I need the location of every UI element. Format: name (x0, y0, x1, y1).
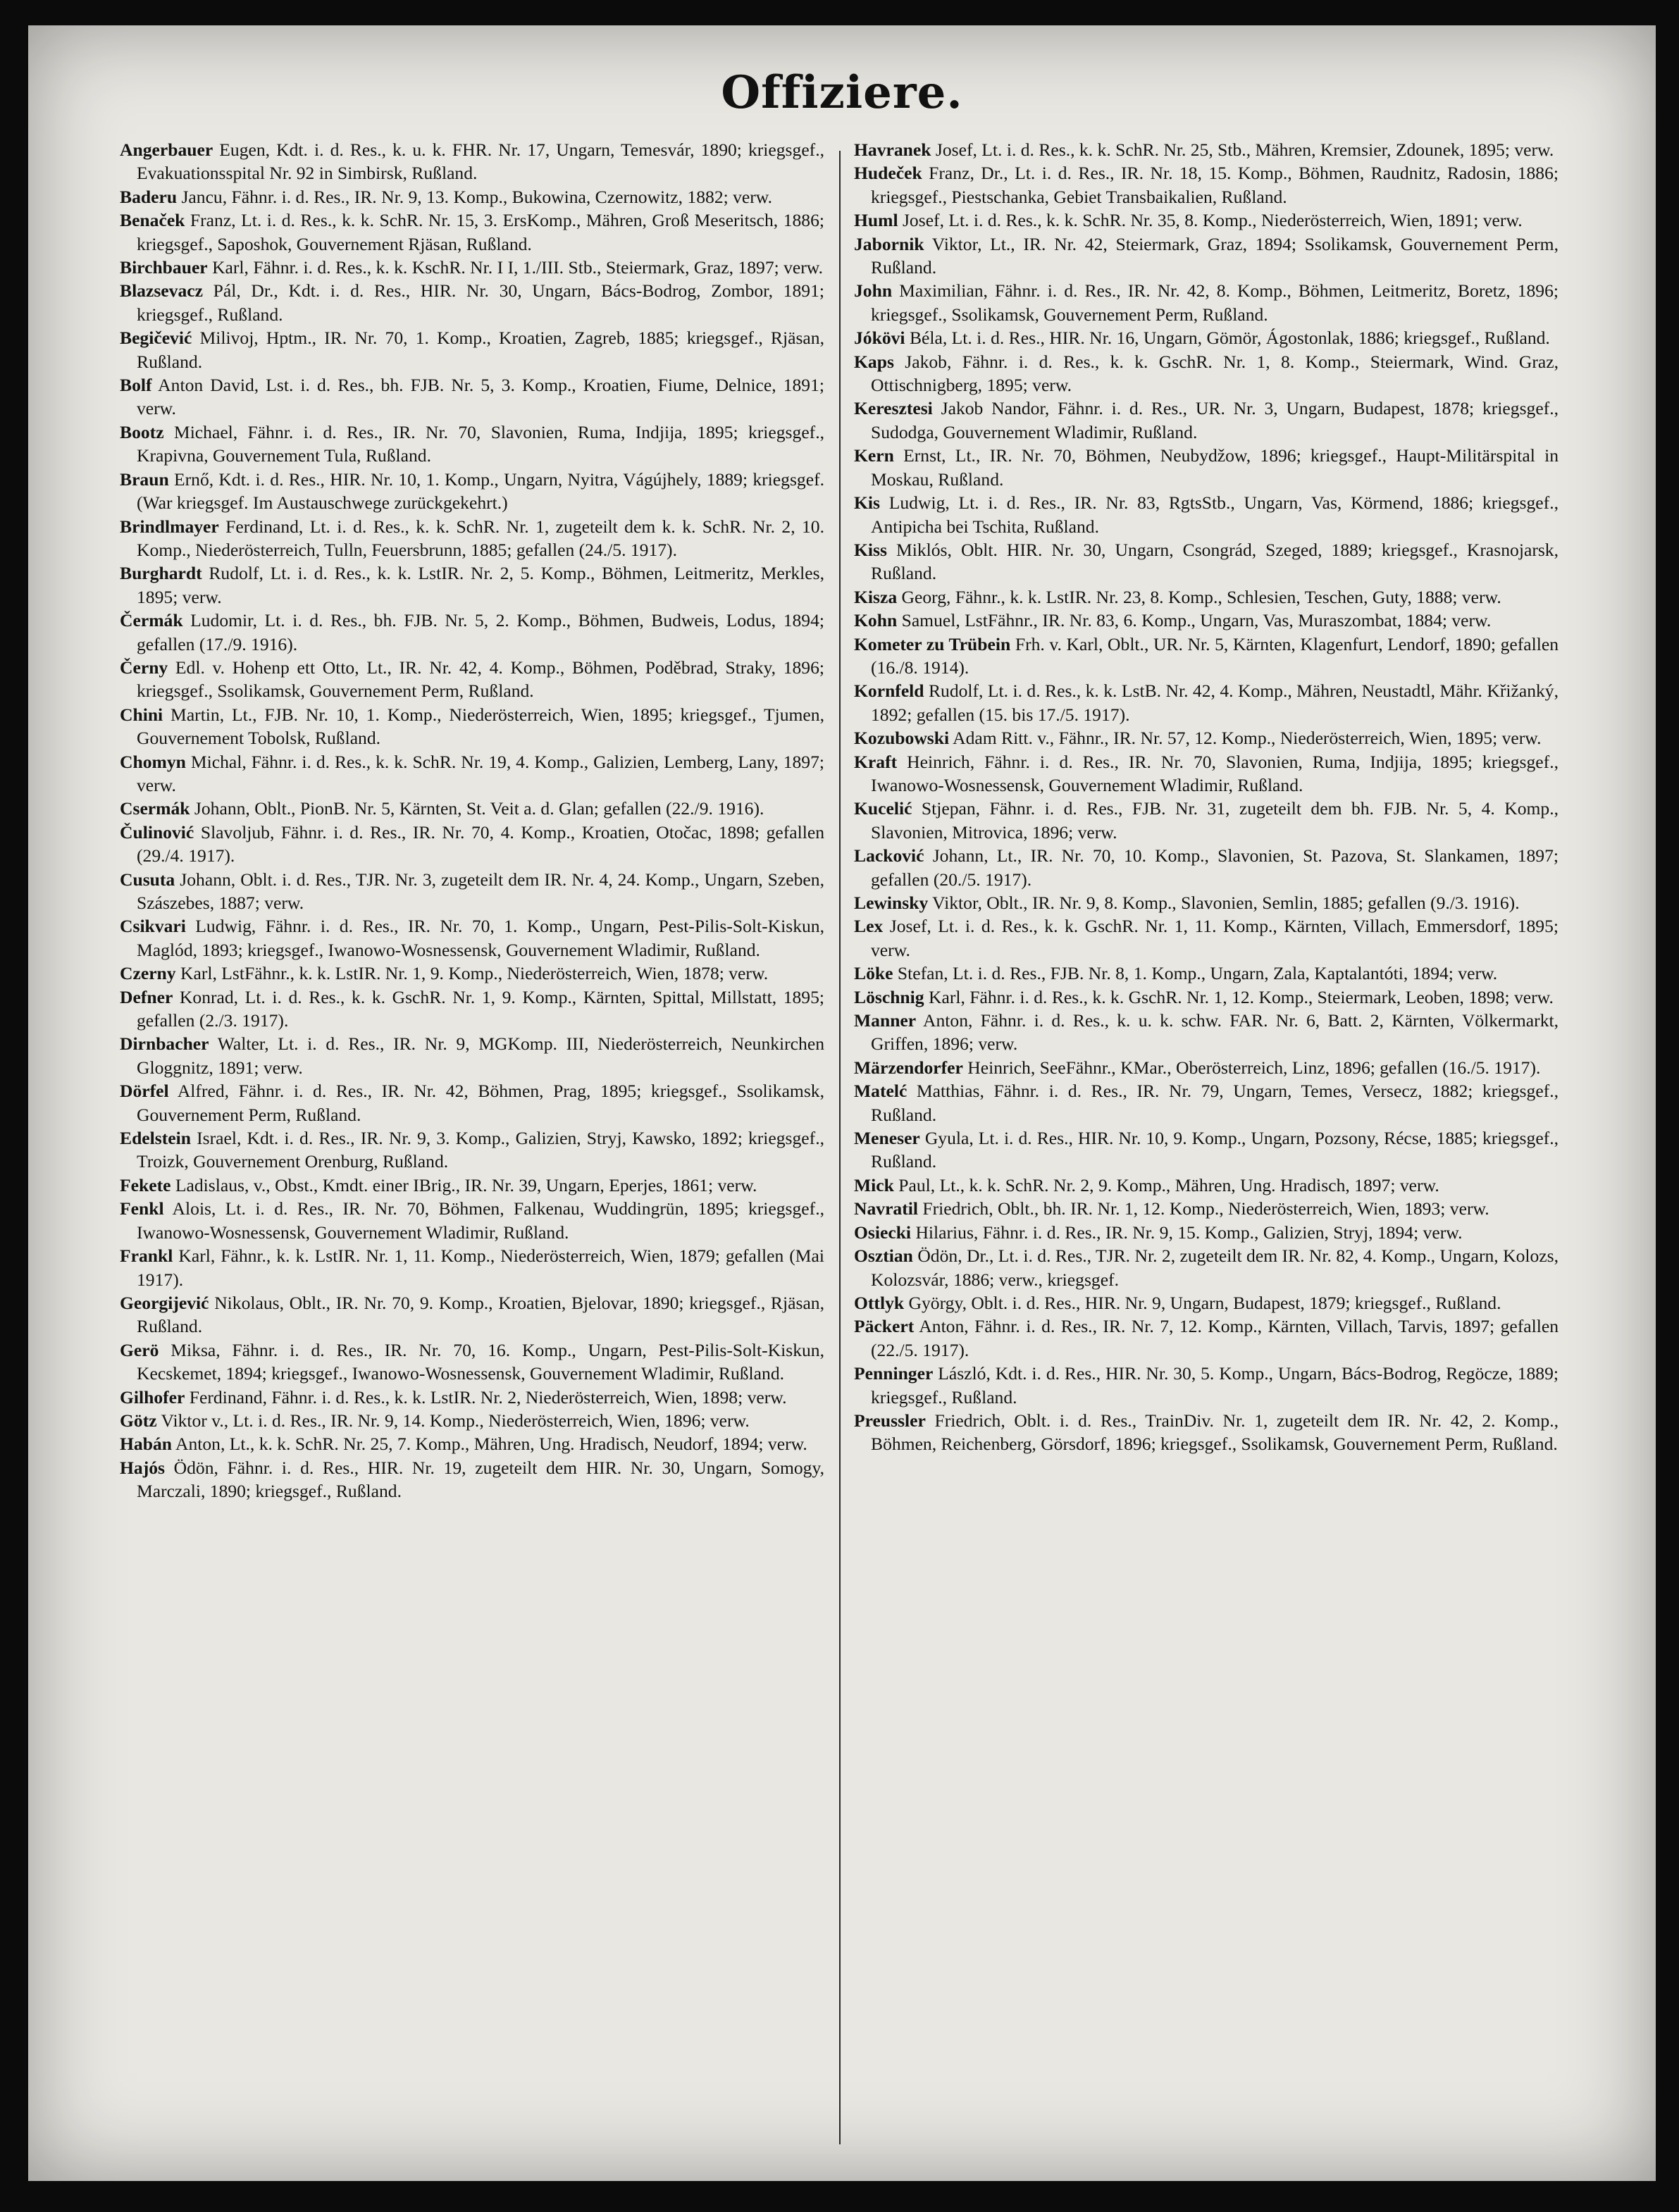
officer-surname: Dirnbacher (120, 1033, 209, 1055)
officer-entry (120, 656, 824, 703)
officer-entry (120, 515, 824, 562)
officer-surname: Begičević (120, 328, 192, 349)
officer-surname: Keresztesi (854, 398, 933, 419)
officer-details: Rudolf, Lt. i. d. Res., k. k. LstIR. Nr. 2, 5. Komp., Böhmen, Leitmeritz, Merkles, 1895; verw. (137, 563, 824, 607)
officer-entry (120, 1244, 824, 1291)
officer-entry (854, 1009, 1559, 1056)
officer-details: Viktor, Lt., IR. Nr. 42, Steiermark, Graz, 1894; Ssolikamsk, Gouvernement Perm, Rußland. (871, 233, 1559, 278)
officer-entry (120, 609, 824, 656)
officer-surname: Lex (854, 916, 884, 937)
officer-surname: Edelstein (120, 1128, 191, 1149)
officer-details: Josef, Lt. i. d. Res., k. k. SchR. Nr. 25, Stb., Mähren, Kremsier, Zdounek, 1895; verw. (931, 139, 1554, 160)
officer-surname: Havranek (854, 139, 931, 160)
officer-surname: Märzendorfer (854, 1057, 963, 1078)
officer-entry (854, 1056, 1559, 1079)
officer-entry (854, 585, 1559, 609)
officer-entry (854, 609, 1559, 632)
officer-entry (120, 561, 824, 609)
officer-entry (854, 750, 1559, 797)
officer-details: Franz, Lt. i. d. Res., k. k. SchR. Nr. 15, 3. ErsKomp., Mähren, Groß Meseritsch, 1886; kriegsgef., Saposhok, Gouvernement Rjäsan, Rußland. (137, 210, 824, 254)
officer-entry (854, 138, 1559, 161)
officer-surname: Huml (854, 210, 898, 231)
officer-surname: Brindlmayer (120, 516, 219, 537)
officer-details: Josef, Lt. i. d. Res., k. k. SchR. Nr. 35, 8. Komp., Niederösterreich, Wien, 1891; verw. (898, 210, 1523, 231)
officer-surname: Kometer zu Trübein (854, 633, 1011, 654)
officer-entry (854, 279, 1559, 326)
officer-details: Michael, Fähnr. i. d. Res., IR. Nr. 70, Slavonien, Ruma, Indjija, 1895; kriegsgef., Krapivna, Gouvernement Tula, Rußland. (137, 421, 824, 466)
officer-surname: Habán (120, 1434, 172, 1455)
officer-details: Josef, Lt. i. d. Res., k. k. GschR. Nr. 1, 11. Komp., Kärnten, Villach, Emmersdorf, 1895; verw. (871, 916, 1559, 960)
officer-entry (120, 1174, 824, 1197)
officer-details: Adam Ritt. v., Fähnr., IR. Nr. 57, 12. Komp., Niederösterreich, Wien, 1895; verw. (949, 728, 1542, 749)
officer-surname: Angerbauer (120, 139, 213, 160)
register-page (28, 25, 1656, 2181)
officer-details: Franz, Dr., Lt. i. d. Res., IR. Nr. 18, 15. Komp., Böhmen, Raudnitz, Radosin, 1886; kriegsgef., Piestschanka, Gebiet Transbaikalien, Rußland. (871, 163, 1559, 207)
officer-surname: Burghardt (120, 563, 202, 584)
officer-entry (854, 232, 1559, 280)
officer-details: Viktor v., Lt. i. d. Res., IR. Nr. 9, 14. Komp., Niederösterreich, Wien, 1896; verw. (156, 1410, 750, 1431)
officer-details: Hilarius, Fähnr. i. d. Res., IR. Nr. 9, 15. Komp., Galizien, Stryj, 1894; verw. (911, 1222, 1463, 1243)
officer-surname: Čermák (120, 610, 183, 631)
officer-surname: Benaček (120, 210, 185, 231)
officer-details: Ferdinand, Fähnr. i. d. Res., k. k. LstIR. Nr. 2, Niederösterreich, Wien, 1898; verw. (185, 1386, 787, 1408)
officer-entry (854, 350, 1559, 397)
officer-entry (854, 397, 1559, 444)
officer-details: Gyula, Lt. i. d. Res., HIR. Nr. 10, 9. Komp., Ungarn, Pozsony, Récse, 1885; kriegsgef., Rußland. (871, 1128, 1559, 1172)
officer-surname: Birchbauer (120, 257, 208, 278)
officer-entry (120, 279, 824, 326)
officer-surname: Chini (120, 704, 163, 725)
officer-surname: Fekete (120, 1174, 171, 1195)
officer-entry (854, 962, 1559, 985)
officer-surname: Frankl (120, 1245, 173, 1267)
officer-entry (854, 491, 1559, 538)
officer-details: Ödön, Fähnr. i. d. Res., HIR. Nr. 19, zugeteilt dem HIR. Nr. 30, Ungarn, Somogy, Marczali, 1890; kriegsgef., Rußland. (137, 1457, 824, 1502)
officer-entry (854, 1409, 1559, 1456)
officer-entry (854, 726, 1559, 750)
officer-entry (854, 1174, 1559, 1197)
officer-surname: Hudeček (854, 163, 922, 184)
officer-details: Johann, Lt., IR. Nr. 70, 10. Komp., Slavonien, St. Pazova, St. Slankamen, 1897; gefallen (20./5. 1917). (871, 845, 1559, 890)
officer-details: Jakob, Fähnr. i. d. Res., k. k. GschR. Nr. 1, 8. Komp., Steiermark, Wind. Graz, Ottischnigberg, 1895; verw. (871, 351, 1559, 396)
officer-surname: Päckert (854, 1316, 915, 1337)
officer-surname: Kucelić (854, 798, 912, 819)
officer-surname: Baderu (120, 186, 178, 207)
officer-surname: Kiss (854, 539, 887, 560)
officer-entry (120, 750, 824, 797)
officer-surname: Chomyn (120, 751, 186, 772)
officer-details: Paul, Lt., k. k. SchR. Nr. 2, 9. Komp., Mähren, Ung. Hradisch, 1897; verw. (893, 1174, 1439, 1195)
officer-entry (120, 821, 824, 868)
officer-surname: Kern (854, 445, 894, 466)
officer-surname: Penninger (854, 1363, 934, 1384)
officer-entry (854, 1221, 1559, 1244)
officer-surname: Lewinsky (854, 893, 929, 913)
officer-entry (120, 256, 824, 279)
officer-details: Heinrich, Fähnr. i. d. Res., IR. Nr. 70, Slavonien, Ruma, Indjija, 1895; kriegsgef., Iwanowo-Wosnessensk, Gouvernement Wladimir, Rußland. (871, 751, 1559, 795)
officer-details: Samuel, LstFähnr., IR. Nr. 83, 6. Komp., Ungarn, Vas, Muraszombat, 1884; verw. (897, 610, 1492, 631)
officer-surname: Götz (120, 1410, 157, 1431)
officer-entry (120, 1291, 824, 1338)
officer-surname: Löke (854, 963, 893, 984)
officer-surname: Matelć (854, 1081, 907, 1102)
page-title: Offiziere. (721, 66, 963, 119)
officer-details: Johann, Oblt. i. d. Res., TJR. Nr. 3, zugeteilt dem IR. Nr. 4, 24. Komp., Ungarn, Szeben, Szászebes, 1887; verw. (137, 869, 824, 913)
officer-details: Béla, Lt. i. d. Res., HIR. Nr. 16, Ungarn, Gömör, Ágostonlak, 1886; kriegsgef., Rußland. (905, 328, 1550, 349)
officer-surname: Braun (120, 468, 169, 490)
officer-entry (120, 868, 824, 915)
officer-details: Nikolaus, Oblt., IR. Nr. 70, 9. Komp., Kroatien, Bjelovar, 1890; kriegsgef., Rjäsan, Rußland. (137, 1292, 824, 1337)
officer-entry (120, 1126, 824, 1174)
officer-details: Anton, Fähnr. i. d. Res., IR. Nr. 7, 12. Komp., Kärnten, Villach, Tarvis, 1897; gefallen (22./5. 1917). (871, 1316, 1559, 1360)
left-column (120, 138, 824, 2167)
officer-details: Jakob Nandor, Fähnr. i. d. Res., UR. Nr. 3, Ungarn, Budapest, 1878; kriegsgef., Sudodga, Gouvernement Wladimir, Rußland. (871, 398, 1559, 442)
officer-details: Anton David, Lst. i. d. Res., bh. FJB. Nr. 5, 3. Komp., Kroatien, Fiume, Delnice, 1891; verw. (137, 375, 824, 419)
officer-surname: Navratil (854, 1198, 918, 1219)
officer-details: Friedrich, Oblt., bh. IR. Nr. 1, 12. Komp., Niederösterreich, Wien, 1893; verw. (917, 1198, 1489, 1219)
officer-entry (120, 138, 824, 185)
officer-entry (120, 1409, 824, 1432)
officer-surname: Preussler (854, 1410, 926, 1431)
officer-surname: Kisza (854, 586, 898, 607)
officer-details: Michal, Fähnr. i. d. Res., k. k. SchR. Nr. 19, 4. Komp., Galizien, Lemberg, Lany, 1897; verw. (137, 751, 824, 795)
officer-entry (120, 326, 824, 373)
officer-details: Ernst, Lt., IR. Nr. 70, Böhmen, Neubydžow, 1896; kriegsgef., Haupt-Militärspital in Moskau, Rußland. (871, 445, 1559, 490)
officer-entry (854, 797, 1559, 844)
officer-surname: Defner (120, 986, 173, 1007)
officer-entry (854, 1197, 1559, 1220)
officer-details: Matthias, Fähnr. i. d. Res., IR. Nr. 79, Ungarn, Temes, Versecz, 1882; kriegsgef., Rußland. (871, 1081, 1559, 1125)
officer-details: Friedrich, Oblt. i. d. Res., TrainDiv. Nr. 1, zugeteilt dem IR. Nr. 42, 2. Komp., Böhmen, Reichenberg, Görsdorf, 1896; kriegsgef., Ssolikamsk, Gouvernement Perm, Rußland. (871, 1410, 1559, 1455)
officer-surname: Georgijević (120, 1292, 209, 1313)
officer-surname: Jókövi (854, 328, 905, 349)
officer-details: Ludomir, Lt. i. d. Res., bh. FJB. Nr. 5, 2. Komp., Böhmen, Budweis, Lodus, 1894; gefallen (17./9. 1916). (137, 610, 824, 654)
officer-details: Ferdinand, Lt. i. d. Res., k. k. SchR. Nr. 1, zugeteilt dem k. k. SchR. Nr. 2, 10. Komp., Niederösterreich, Tulln, Feuersbrunn, 1885; gefallen (24./5. 1917). (137, 516, 824, 560)
officer-surname: Gilhofer (120, 1386, 185, 1408)
officer-entry (120, 914, 824, 962)
column-divider (839, 151, 841, 2144)
officer-entry (854, 986, 1559, 1009)
officer-surname: Osztian (854, 1245, 913, 1267)
officer-details: Ödön, Dr., Lt. i. d. Res., TJR. Nr. 2, zugeteilt dem IR. Nr. 82, 4. Komp., Ungarn, Kolozs, Kolozsvár, 1886; verw., kriegsgef. (871, 1245, 1559, 1290)
officer-surname: Csermák (120, 798, 190, 819)
officer-surname: Meneser (854, 1128, 920, 1149)
officer-entry (120, 1456, 824, 1503)
officer-surname: Löschnig (854, 986, 924, 1007)
officer-entry (854, 1291, 1559, 1315)
officer-details: Anton, Fähnr. i. d. Res., k. u. k. schw. FAR. Nr. 6, Batt. 2, Kärnten, Völkermarkt, Griffen, 1896; verw. (871, 1010, 1559, 1055)
officer-entry (854, 891, 1559, 914)
officer-surname: Černy (120, 657, 168, 678)
officer-surname: Kohn (854, 610, 898, 631)
officer-entry (854, 444, 1559, 491)
officer-details: Ernő, Kdt. i. d. Res., HIR. Nr. 10, 1. Komp., Ungarn, Nyitra, Vágújhely, 1889; kriegsgef. (War kriegsgef. Im Austauschwege zurückgekehrt.) (137, 468, 824, 514)
officer-details: Jancu, Fähnr. i. d. Res., IR. Nr. 9, 13. Komp., Bukowina, Czernowitz, 1882; verw. (177, 186, 773, 207)
officer-details: Miksa, Fähnr. i. d. Res., IR. Nr. 70, 16. Komp., Ungarn, Pest-Pilis-Solt-Kiskun, Kecskemet, 1894; kriegsgef., Iwanowo-Wosnessensk, Gouvernement Wladimir, Rußland. (137, 1339, 824, 1384)
right-column (854, 138, 1559, 2167)
officer-surname: Kis (854, 492, 880, 514)
officer-details: Karl, Fähnr., k. k. LstIR. Nr. 1, 11. Komp., Niederösterreich, Wien, 1879; gefallen (Mai 1917). (137, 1245, 824, 1290)
officer-details: Eugen, Kdt. i. d. Res., k. u. k. FHR. Nr. 17, Ungarn, Temesvár, 1890; kriegsgef., Evakuationsspital Nr. 92 in Simbirsk, Rußland. (137, 139, 824, 184)
officer-details: Slavoljub, Fähnr. i. d. Res., IR. Nr. 70, 4. Komp., Kroatien, Otočac, 1898; gefallen (29./4. 1917). (137, 821, 824, 866)
officer-surname: Kornfeld (854, 681, 924, 702)
officer-surname: Fenkl (120, 1198, 164, 1219)
officer-entry (854, 679, 1559, 726)
officer-surname: Osiecki (854, 1222, 912, 1243)
officer-surname: Cusuta (120, 869, 175, 890)
officer-details: Edl. v. Hohenp ett Otto, Lt., IR. Nr. 42, 4. Komp., Böhmen, Poděbrad, Straky, 1896; kriegsgef., Ssolikamsk, Gouvernement Perm, Rußland. (137, 657, 824, 702)
officer-entry (854, 209, 1559, 232)
officer-surname: Czerny (120, 963, 176, 984)
officer-entry (854, 161, 1559, 209)
officer-entry (854, 326, 1559, 349)
officer-entry (120, 209, 824, 256)
officer-surname: Gerö (120, 1339, 159, 1360)
officer-entry (854, 1362, 1559, 1409)
officer-details: Ladislaus, v., Obst., Kmdt. einer IBrig., IR. Nr. 39, Ungarn, Eperjes, 1861; verw. (171, 1174, 757, 1195)
officer-details: Martin, Lt., FJB. Nr. 10, 1. Komp., Niederösterreich, Wien, 1895; kriegsgef., Tjumen, Gouvernement Tobolsk, Rußland. (137, 704, 824, 749)
officer-surname: Bolf (120, 375, 152, 396)
officer-details: Ludwig, Fähnr. i. d. Res., IR. Nr. 70, 1. Komp., Ungarn, Pest-Pilis-Solt-Kiskun, Maglód, 1893; kriegsgef., Iwanowo-Wosnessensk, Gouvernement Wladimir, Rußland. (137, 916, 824, 960)
officer-details: Israel, Kdt. i. d. Res., IR. Nr. 9, 3. Komp., Galizien, Stryj, Kawsko, 1892; kriegsgef., Troizk, Gouvernement Orenburg, Rußland. (137, 1128, 824, 1172)
officer-entry (854, 1315, 1559, 1362)
officer-entry (120, 468, 824, 515)
officer-entry (854, 1126, 1559, 1174)
officer-entry (120, 421, 824, 468)
officer-entry (120, 1032, 824, 1079)
officer-surname: Csikvari (120, 916, 186, 937)
officer-details: Stefan, Lt. i. d. Res., FJB. Nr. 8, 1. Komp., Ungarn, Zala, Kaptalantóti, 1894; verw. (893, 963, 1498, 984)
officer-entry (854, 914, 1559, 962)
officer-surname: Dörfel (120, 1081, 169, 1102)
officer-entry (120, 1432, 824, 1455)
officer-surname: Blazsevacz (120, 280, 203, 302)
officer-surname: Hajós (120, 1457, 165, 1478)
officer-details: Stjepan, Fähnr. i. d. Res., FJB. Nr. 31, zugeteilt dem bh. FJB. Nr. 5, 4. Komp., Slavonien, Mitrovica, 1896; verw. (871, 798, 1559, 843)
officer-entry (120, 797, 824, 820)
officer-entry (120, 1338, 824, 1386)
officer-details: Heinrich, SeeFähnr., KMar., Oberösterreich, Linz, 1896; gefallen (16./5. 1917). (962, 1057, 1541, 1078)
officer-entry (854, 1244, 1559, 1291)
officer-details: Alois, Lt. i. d. Res., IR. Nr. 70, Böhmen, Falkenau, Wuddingrün, 1895; kriegsgef., Iwanowo-Wosnessensk, Gouvernement Wladimir, Rußland. (137, 1198, 824, 1243)
officer-surname: Kraft (854, 751, 898, 772)
officer-details: Anton, Lt., k. k. SchR. Nr. 25, 7. Komp., Mähren, Ung. Hradisch, Neudorf, 1894; verw. (171, 1434, 807, 1455)
officer-details: Rudolf, Lt. i. d. Res., k. k. LstB. Nr. 42, 4. Komp., Mähren, Neustadtl, Mähr. Křižanký, 1892; gefallen (15. bis 17./5. 1917). (871, 681, 1559, 725)
officer-entry (120, 986, 824, 1033)
officer-details: Frh. v. Karl, Oblt., UR. Nr. 5, Kärnten, Klagenfurt, Lendorf, 1890; gefallen (16./8. 1914). (871, 633, 1559, 678)
officer-details: Karl, Fähnr. i. d. Res., k. k. GschR. Nr. 1, 12. Komp., Steiermark, Leoben, 1898; verw. (924, 986, 1554, 1007)
officer-details: Georg, Fähnr., k. k. LstIR. Nr. 23, 8. Komp., Schlesien, Teschen, Guty, 1888; verw. (897, 586, 1501, 607)
officer-surname: Kozubowski (854, 728, 950, 749)
officer-entry (120, 1386, 824, 1409)
officer-details: Konrad, Lt. i. d. Res., k. k. GschR. Nr. 1, 9. Komp., Kärnten, Spittal, Millstatt, 1895; gefallen (2./3. 1917). (137, 986, 824, 1031)
officer-entry (120, 1197, 824, 1244)
officer-details: Maximilian, Fähnr. i. d. Res., IR. Nr. 42, 8. Komp., Böhmen, Leitmeritz, Boretz, 1896; kriegsgef., Ssolikamsk, Gouvernement Perm, Rußland. (871, 280, 1559, 325)
officer-entry (120, 185, 824, 209)
officer-surname: Kaps (854, 351, 894, 372)
officer-surname: Manner (854, 1010, 917, 1031)
officer-details: Walter, Lt. i. d. Res., IR. Nr. 9, MGKomp. III, Niederösterreich, Neunkirchen Gloggnitz, 1891; verw. (137, 1033, 824, 1078)
officer-details: Milivoj, Hptm., IR. Nr. 70, 1. Komp., Kroatien, Zagreb, 1885; kriegsgef., Rjäsan, Rußland. (137, 328, 824, 372)
officer-surname: Bootz (120, 421, 164, 442)
officer-details: Karl, LstFähnr., k. k. LstIR. Nr. 1, 9. Komp., Niederösterreich, Wien, 1878; verw. (175, 963, 769, 984)
officer-entry (854, 1079, 1559, 1126)
officer-entry (854, 633, 1559, 680)
officer-details: Alfred, Fähnr. i. d. Res., IR. Nr. 42, Böhmen, Prag, 1895; kriegsgef., Ssolikamsk, Gouvernement Perm, Rußland. (137, 1081, 824, 1125)
officer-details: Ludwig, Lt. i. d. Res., IR. Nr. 83, RgtsStb., Ungarn, Vas, Körmend, 1886; kriegsgef., Antipicha bei Tschita, Rußland. (871, 492, 1559, 537)
officer-details: Johann, Oblt., PionB. Nr. 5, Kärnten, St. Veit a. d. Glan; gefallen (22./9. 1916). (190, 798, 764, 819)
officer-surname: Mick (854, 1174, 894, 1195)
officer-details: Miklós, Oblt. HIR. Nr. 30, Ungarn, Csongrád, Szeged, 1889; kriegsgef., Krasnojarsk, Rußland. (871, 539, 1559, 584)
officer-entry (120, 373, 824, 421)
officer-surname: Čulinović (120, 821, 194, 843)
officer-surname: Jabornik (854, 233, 924, 254)
officer-surname: Lacković (854, 845, 924, 866)
officer-entry (120, 1079, 824, 1126)
officer-surname: John (854, 280, 893, 302)
officer-details: Karl, Fähnr. i. d. Res., k. k. KschR. Nr. I I, 1./III. Stb., Steiermark, Graz, 1897; verw. (207, 257, 824, 278)
officer-entry (120, 962, 824, 985)
officer-entry (854, 538, 1559, 585)
officer-details: Pál, Dr., Kdt. i. d. Res., HIR. Nr. 30, Ungarn, Bács-Bodrog, Zombor, 1891; kriegsgef., Rußland. (137, 280, 824, 325)
officer-details: Viktor, Oblt., IR. Nr. 9, 8. Komp., Slavonien, Semlin, 1885; gefallen (9./3. 1916). (928, 893, 1520, 913)
officer-entry (120, 703, 824, 750)
officer-surname: Ottlyk (854, 1292, 905, 1313)
officer-details: György, Oblt. i. d. Res., HIR. Nr. 9, Ungarn, Budapest, 1879; kriegsgef., Rußland. (904, 1292, 1501, 1313)
officer-details: László, Kdt. i. d. Res., HIR. Nr. 30, 5. Komp., Ungarn, Bács-Bodrog, Regöcze, 1889; kriegsgef., Rußland. (871, 1363, 1559, 1408)
officer-entry (854, 844, 1559, 891)
